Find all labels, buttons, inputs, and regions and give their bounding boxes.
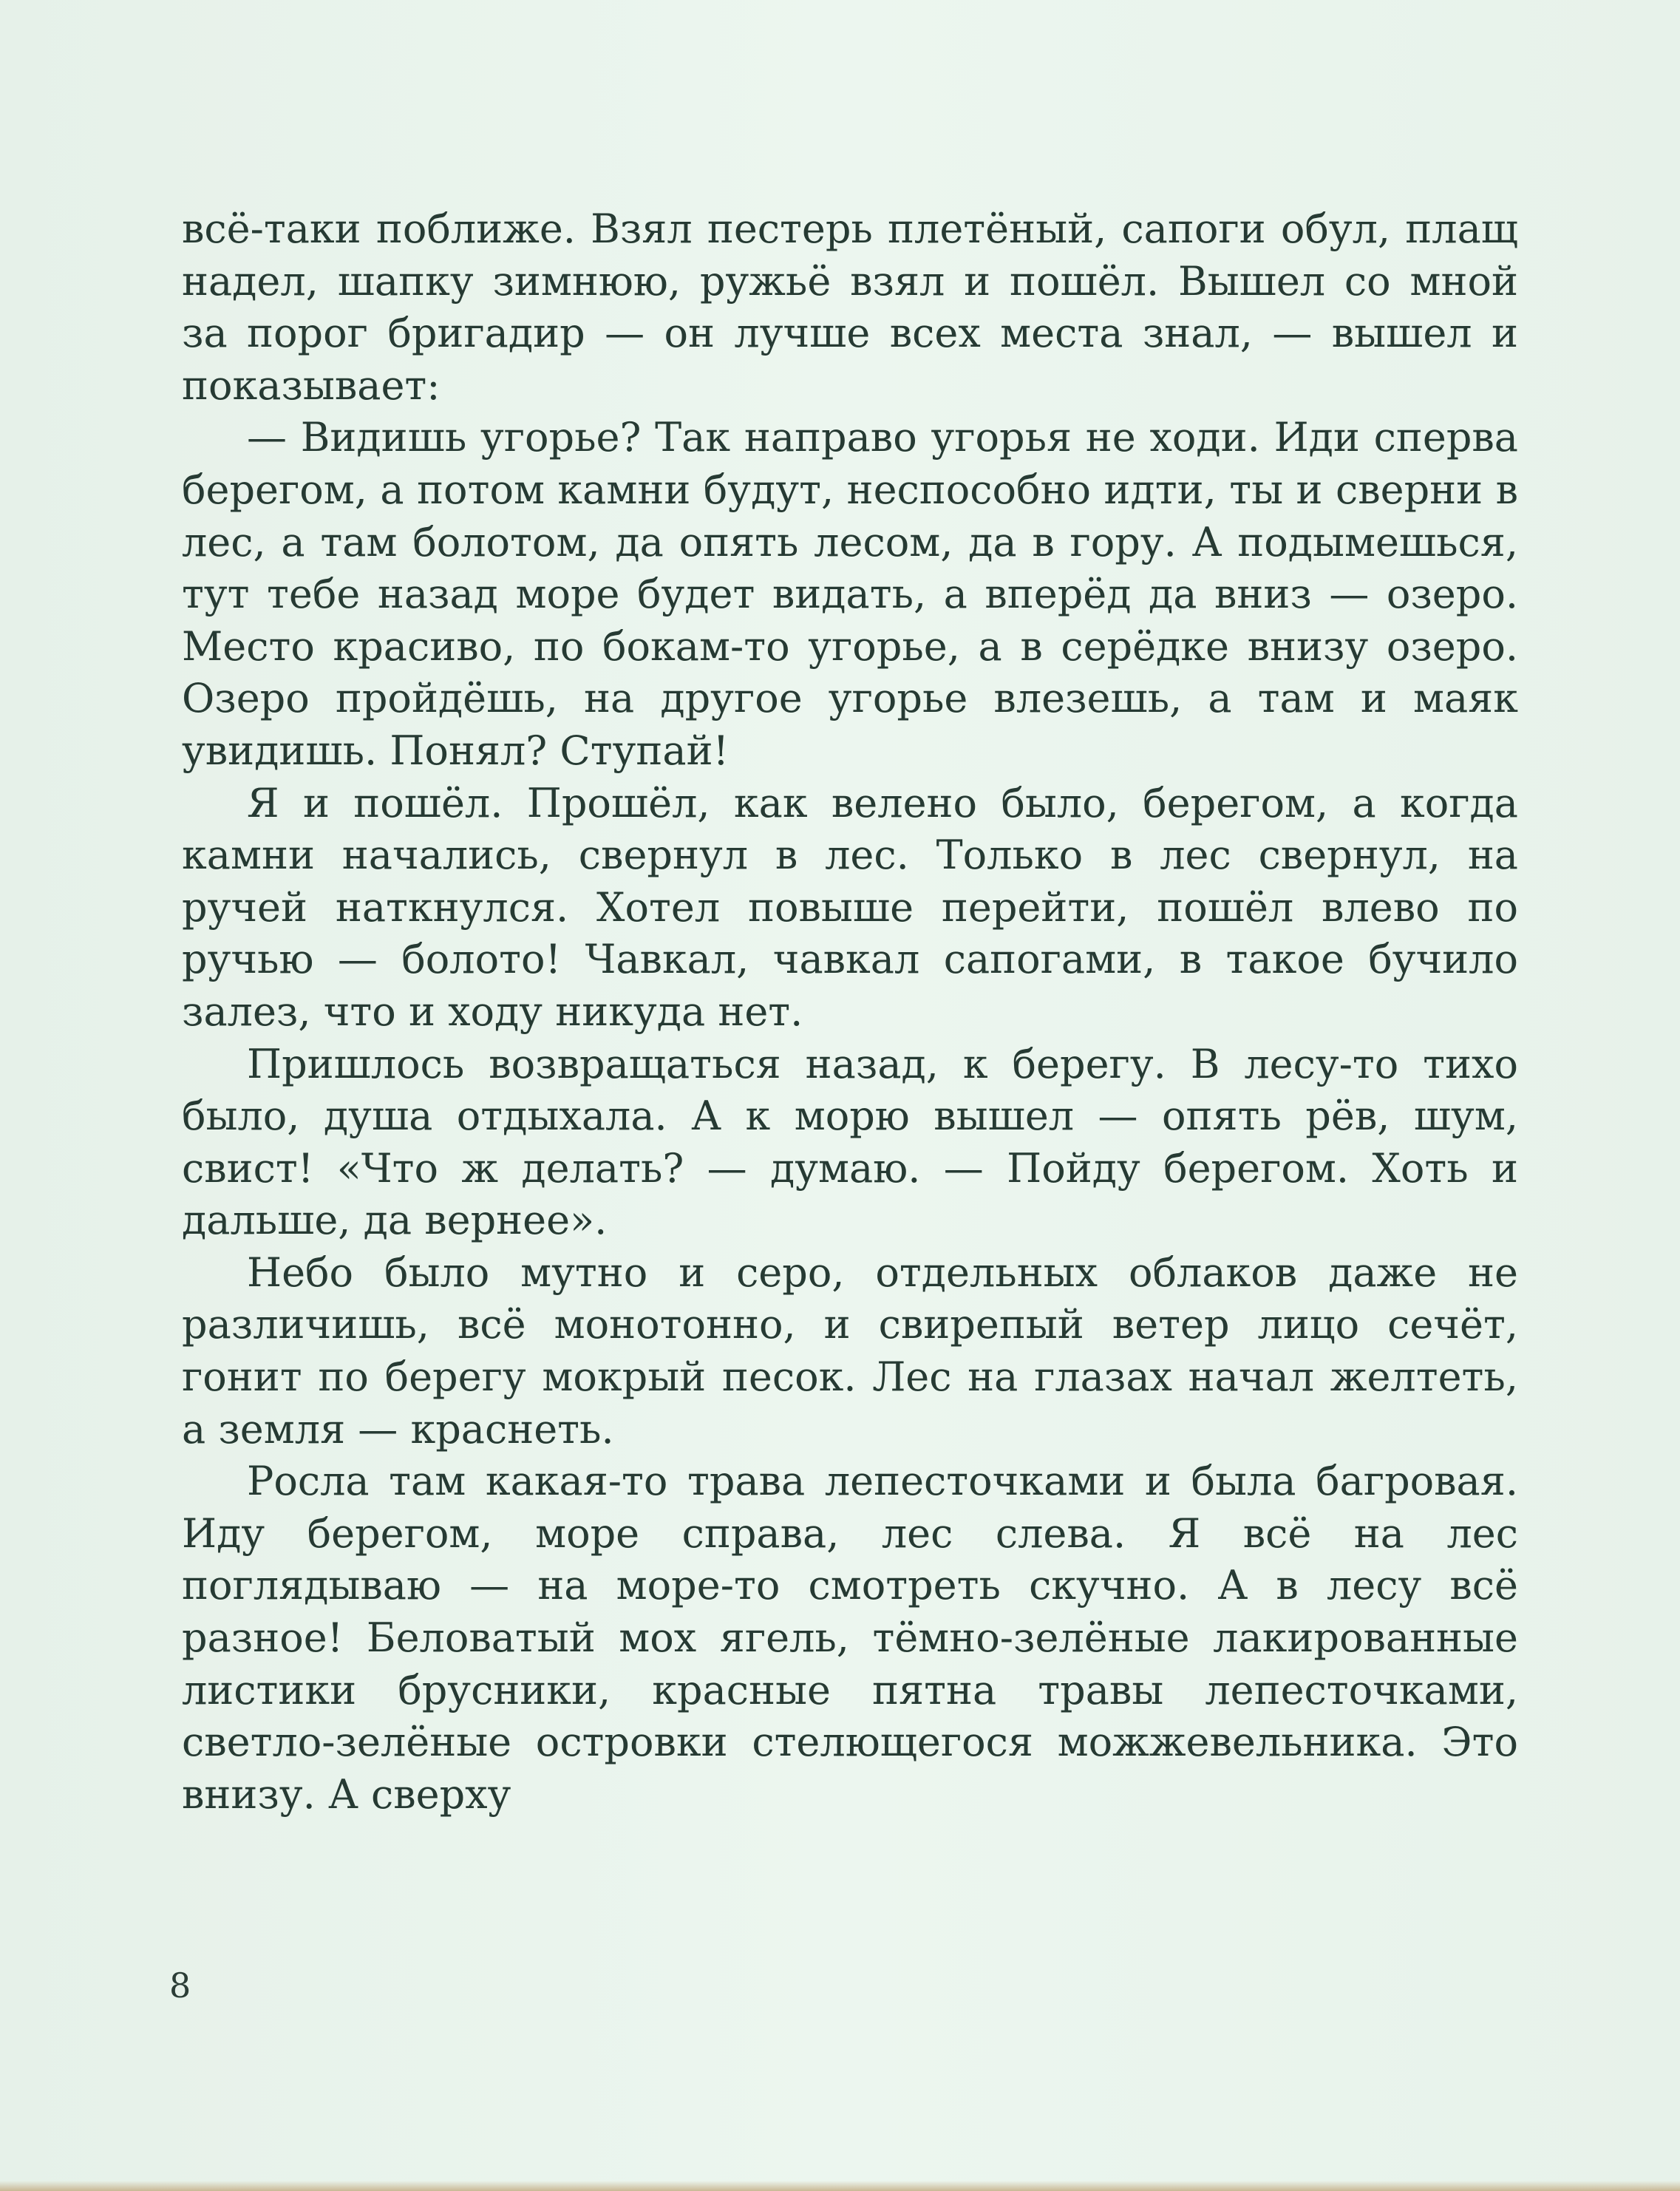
- paragraph-4: Пришлось возвращаться назад, к берегу. В лесу-то тихо было, душа отдыхала. А к морю вышел — опять рёв, шум, свист! «Что ж делать? — думаю. — Пойду берегом. Хоть и дальше, да вернее».: [182, 1040, 1518, 1244]
- body-text: [182, 203, 1518, 1821]
- paragraph-3: Я и пошёл. Прошёл, как велено было, берегом, а когда камни начались, свернул в лес. Только в лес свернул, на ручей наткнулся. Хотел повыше перейти, пошёл влево по ручью — болото! Чавкал, чавкал сапогами, в такое бучило залез, что и ходу никуда нет.: [182, 779, 1518, 1035]
- paragraph-6: Росла там какая-то трава лепесточками и была багровая. Иду берегом, море справа, лес слева. Я всё на лес поглядываю — на море-то смотреть скучно. А в лесу всё разное! Беловатый мох ягель, тёмно-зелёные лакированные листики брусники, красные пятна травы лепесточками, светло-зелёные островки стелющегося можжевельника. Это внизу. А сверху: [182, 1458, 1518, 1818]
- paragraph-2: — Видишь угорье? Так направо угорья не ходи. Иди сперва берегом, а потом камни будут, неспособно идти, ты и сверни в лес, а там болотом, да опять лесом, да в гору. А подымешься, тут тебе назад море будет видать, а вперёд да вниз — озеро. Место красиво, по бокам-то угорье, а в серёдке внизу озеро. Озеро пройдёшь, на другое угорье влезешь, а там и маяк увидишь. Понял? Ступай!: [182, 414, 1518, 774]
- page-bottom-edge: [0, 2181, 1680, 2191]
- paragraph-1: всё-таки поближе. Взял пестерь плетёный, сапоги обул, плащ надел, шапку зимнюю, ружьё взял и пошёл. Вышел со мной за порог бригадир — он лучше всех места знал, — вышел и показывает:: [182, 205, 1518, 409]
- paragraph-5: Небо было мутно и серо, отдельных облаков даже не различишь, всё монотонно, и свирепый ветер лицо сечёт, гонит по берегу мокрый песок. Лес на глазах начал желтеть, а земля — краснеть.: [182, 1249, 1518, 1453]
- page-number: 8: [169, 1966, 191, 2005]
